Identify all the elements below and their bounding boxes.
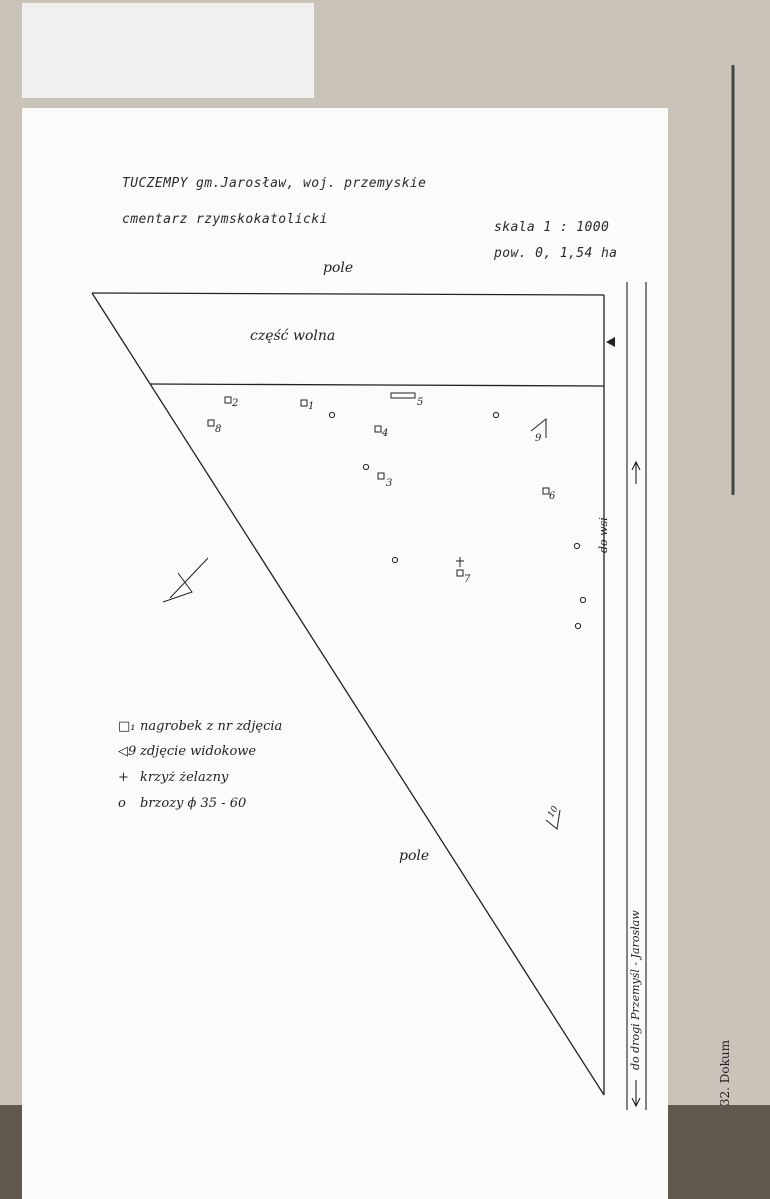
birch-tree xyxy=(493,412,498,417)
grave-7 xyxy=(457,570,463,576)
birch-tree xyxy=(392,557,397,562)
grave-8-number: 8 xyxy=(215,424,222,435)
legend-cross-text: krzyż żelazny xyxy=(140,770,229,785)
grave-1-number: 1 xyxy=(308,401,315,412)
map-subtitle: cmentarz rzymskokatolicki xyxy=(122,212,328,227)
graves xyxy=(208,393,549,576)
grave-6-number: 6 xyxy=(549,491,556,502)
grave-2 xyxy=(225,397,231,403)
legend-cross-symbol: + xyxy=(118,770,129,785)
grave-4-number: 4 xyxy=(382,428,389,439)
grave-5-number: 5 xyxy=(417,397,424,408)
birch-tree xyxy=(580,597,585,602)
legend-birch-symbol: o xyxy=(118,796,126,811)
iron-cross xyxy=(456,557,464,567)
legend-item-grave xyxy=(118,719,282,734)
road-main-label: do drogi Przemyśl - Jarosław xyxy=(629,910,642,1070)
field-label-top: pole xyxy=(323,260,354,276)
view-9-number: 9 xyxy=(535,433,542,444)
birch-tree xyxy=(329,412,334,417)
archive-stamp: 32. Dokum xyxy=(718,1040,732,1107)
map-title: TUCZEMPY gm.Jarosław, woj. przemyskie xyxy=(122,176,427,191)
grave-8 xyxy=(208,420,214,426)
birch-tree xyxy=(574,543,579,548)
legend-item-view xyxy=(118,744,256,759)
road-to-village-label: do wsi xyxy=(597,517,610,553)
birch-tree xyxy=(363,464,368,469)
grave-1 xyxy=(301,400,307,406)
legend-birch-text: brzozy ϕ 35 - 60 xyxy=(140,796,247,811)
map-area: pow. 0, 1,54 ha xyxy=(494,246,618,261)
legend-item-cross xyxy=(118,770,228,785)
legend-view-text: zdjęcie widokowe xyxy=(140,744,257,759)
north-arrow xyxy=(163,558,208,602)
legend-grave-text: nagrobek z nr zdjęcia xyxy=(140,719,283,734)
cemetery-boundary xyxy=(92,293,604,1095)
entrance-marker xyxy=(606,337,615,347)
map-scale: skala 1 : 1000 xyxy=(494,220,610,235)
legend-grave-symbol: □₁ xyxy=(118,719,136,734)
grave-5 xyxy=(391,393,415,398)
field-label-bottom: pole xyxy=(399,848,430,864)
grave-3 xyxy=(378,473,384,479)
legend-item-birch xyxy=(118,796,246,811)
view-10-number: 10 xyxy=(546,804,561,820)
free-part-label: część wolna xyxy=(250,328,336,344)
birch-trees xyxy=(329,412,585,628)
grave-7-number: 7 xyxy=(464,574,471,585)
grave-4 xyxy=(375,426,381,432)
legend-view-symbol: ◁9 xyxy=(118,744,137,759)
grave-3-number: 3 xyxy=(386,478,393,489)
birch-tree xyxy=(575,623,580,628)
grave-2-number: 2 xyxy=(232,398,239,409)
